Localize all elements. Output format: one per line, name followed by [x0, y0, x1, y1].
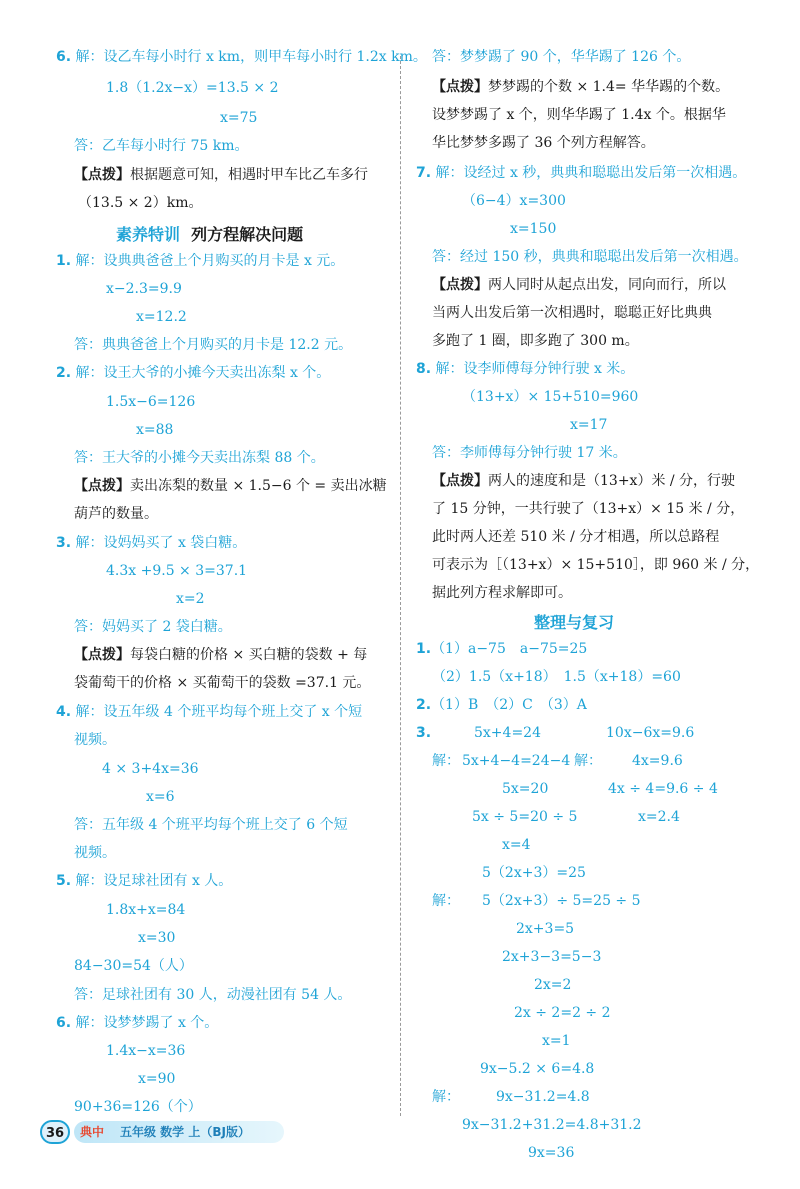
s7-eq2: x=150	[510, 221, 557, 237]
r3-l2a: 5x=20	[502, 781, 549, 797]
r3-l2b: 4x ÷ 4=9.6 ÷ 4	[608, 781, 718, 797]
s7-eq1: （6−4）x=300	[462, 193, 566, 209]
page-number: 36	[40, 1120, 70, 1144]
s7-answer: 答：经过 150 秒，典典和聪聪出发后第一次相遇。	[432, 249, 748, 265]
s8-line1: 8. 解：设李师傅每分钟行驶 x 米。	[416, 361, 635, 377]
r3-m3: 2x+3−3=5−3	[502, 949, 602, 965]
r3-m6: x=1	[542, 1033, 571, 1049]
r1-line1: 1.（1）a−75 a−75=25	[416, 641, 588, 657]
r3-problem-4: 9x−5.2 × 6=4.8	[480, 1061, 595, 1077]
q6-tip-line1: 【点拨】根据题意可知，相遇时甲车比乙车多行	[74, 167, 368, 183]
r3-jie-2: 解：	[574, 753, 602, 769]
r3-l3b: x=2.4	[638, 809, 680, 825]
r1-line2: （2）1.5（x+18） 1.5（x+18）=60	[432, 669, 681, 685]
s6-eq2: x=90	[138, 1071, 176, 1087]
s3-tip-line1: 【点拨】每袋白糖的价格 × 买白糖的袋数 + 每	[74, 647, 368, 663]
s1-eq2: x=12.2	[136, 309, 187, 325]
s3-line1: 3. 解：设妈妈买了 x 袋白糖。	[56, 535, 247, 551]
s3-eq1: 4.3x +9.5 × 3=37.1	[106, 563, 248, 579]
s7-line1: 7. 解：设经过 x 秒，典典和聪聪出发后第一次相遇。	[416, 165, 747, 181]
r3-num: 3.	[416, 725, 432, 741]
section2-title: 整理与复习	[534, 613, 615, 632]
r3-jie-4: 解：	[432, 1089, 460, 1105]
s5-answer: 答：足球社团有 30 人，动漫社团有 54 人。	[74, 987, 352, 1003]
s4-line2: 视频。	[74, 732, 116, 748]
s6-answer: 答：梦梦踢了 90 个，华华踢了 126 个。	[432, 49, 691, 65]
s1-answer: 答：典典爸爸上个月购买的月卡是 12.2 元。	[74, 337, 353, 353]
s3-tip-line2: 袋葡萄干的价格 × 买葡萄干的袋数 =37.1 元。	[74, 675, 371, 691]
s8-tip-line1: 【点拨】两人的速度和是（13+x）米 / 分，行驶	[432, 473, 736, 489]
r3-m1: 5（2x+3）÷ 5=25 ÷ 5	[482, 893, 641, 909]
r3-m4: 2x=2	[534, 977, 572, 993]
s6-eq1: 1.4x−x=36	[106, 1043, 186, 1059]
q6-line1: 6. 解：设乙车每小时行 x km，则甲车每小时行 1.2x km。	[56, 49, 427, 65]
r3-l1a: 5x+4−4=24−4	[462, 753, 571, 769]
book-title: 五年级 数学 上（BJ版）	[120, 1125, 250, 1139]
s2-line1: 2. 解：设王大爷的小摊今天卖出冻梨 x 个。	[56, 365, 331, 381]
q6-eq2: x=75	[220, 110, 258, 126]
s2-eq2: x=88	[136, 422, 174, 438]
s6-tip-line3: 华比梦梦多踢了 36 个列方程解答。	[432, 135, 655, 151]
s8-tip-line5: 据此列方程求解即可。	[432, 585, 572, 601]
r3-m5: 2x ÷ 2=2 ÷ 2	[514, 1005, 611, 1021]
r3-l1b: 4x=9.6	[632, 753, 683, 769]
s4-eq2: x=6	[146, 789, 175, 805]
s8-tip-line3: 此时两人还差 510 米 / 分才相遇，所以总路程	[432, 529, 720, 545]
s8-answer: 答：李师傅每分钟行驶 17 米。	[432, 445, 627, 461]
s7-tip-line3: 多跑了 1 圈，即多跑了 300 m。	[432, 333, 639, 349]
s6-tip-line1: 【点拨】梦梦踢的个数 × 1.4= 华华踢的个数。	[432, 79, 730, 95]
r3-problem-3: 5（2x+3）=25	[482, 865, 586, 881]
s8-tip-line4: 可表示为［（13+x）× 15+510］，即 960 米 / 分，	[432, 557, 760, 573]
q6-tip-line2: （13.5 × 2）km。	[78, 195, 203, 211]
r3-problem-2: 10x−6x=9.6	[606, 725, 695, 741]
r3-n3: 9x=36	[528, 1145, 575, 1161]
r3-l4a: x=4	[502, 837, 531, 853]
s7-tip-line2: 当两人出发后第一次相遇时，聪聪正好比典典	[432, 305, 712, 321]
column-divider	[400, 56, 401, 1116]
s8-eq2: x=17	[570, 417, 608, 433]
s4-eq1: 4 × 3+4x=36	[102, 761, 199, 777]
r3-l3a: 5x ÷ 5=20 ÷ 5	[472, 809, 578, 825]
s4-answer-2: 视频。	[74, 845, 116, 861]
brand-logo: 典中	[80, 1125, 105, 1139]
s4-answer-1: 答：五年级 4 个班平均每个班上交了 6 个短	[74, 817, 348, 833]
page-footer	[40, 1120, 290, 1144]
brand-banner	[74, 1121, 284, 1143]
s5-eq2: x=30	[138, 930, 176, 946]
r3-m2: 2x+3=5	[516, 921, 575, 937]
s2-answer: 答：王大爷的小摊今天卖出冻梨 88 个。	[74, 450, 325, 466]
r3-n2: 9x−31.2+31.2=4.8+31.2	[462, 1117, 642, 1133]
r3-jie-3: 解：	[432, 893, 460, 909]
section-title: 素养特训 列方程解决问题	[116, 225, 304, 244]
s2-tip-line1: 【点拨】卖出冻梨的数量 × 1.5−6 个 = 卖出冰糖	[74, 478, 387, 494]
r2-line1: 2.（1）B （2）C （3）A	[416, 697, 587, 713]
s8-tip-line2: 了 15 分钟，一共行驶了（13+x）× 15 米 / 分，	[432, 501, 745, 517]
s6-tip-line2: 设梦梦踢了 x 个，则华华踢了 1.4x 个。根据华	[432, 107, 726, 123]
q6-answer: 答：乙车每小时行 75 km。	[74, 138, 249, 154]
s3-answer: 答：妈妈买了 2 袋白糖。	[74, 619, 232, 635]
s1-line1: 1. 解：设典典爸爸上个月购买的月卡是 x 元。	[56, 253, 345, 269]
s5-eq3: 84−30=54（人）	[74, 958, 193, 974]
s8-eq1: （13+x）× 15+510=960	[462, 389, 639, 405]
s3-eq2: x=2	[176, 591, 205, 607]
q6-eq1: 1.8（1.2x−x）=13.5 × 2	[106, 80, 279, 96]
r3-n1: 9x−31.2=4.8	[496, 1089, 590, 1105]
s5-line1: 5. 解：设足球社团有 x 人。	[56, 873, 233, 889]
s6-eq3: 90+36=126（个）	[74, 1099, 202, 1115]
s4-line1: 4. 解：设五年级 4 个班平均每个班上交了 x 个短	[56, 704, 363, 720]
r3-jie-1: 解：	[432, 753, 460, 769]
s1-eq1: x−2.3=9.9	[106, 281, 182, 297]
s6-line1: 6. 解：设梦梦踢了 x 个。	[56, 1015, 219, 1031]
s2-eq1: 1.5x−6=126	[106, 394, 196, 410]
s2-tip-line2: 葫芦的数量。	[74, 506, 158, 522]
s5-eq1: 1.8x+x=84	[106, 902, 186, 918]
r3-problem-1: 5x+4=24	[474, 725, 541, 741]
s7-tip-line1: 【点拨】两人同时从起点出发，同向而行，所以	[432, 277, 726, 293]
